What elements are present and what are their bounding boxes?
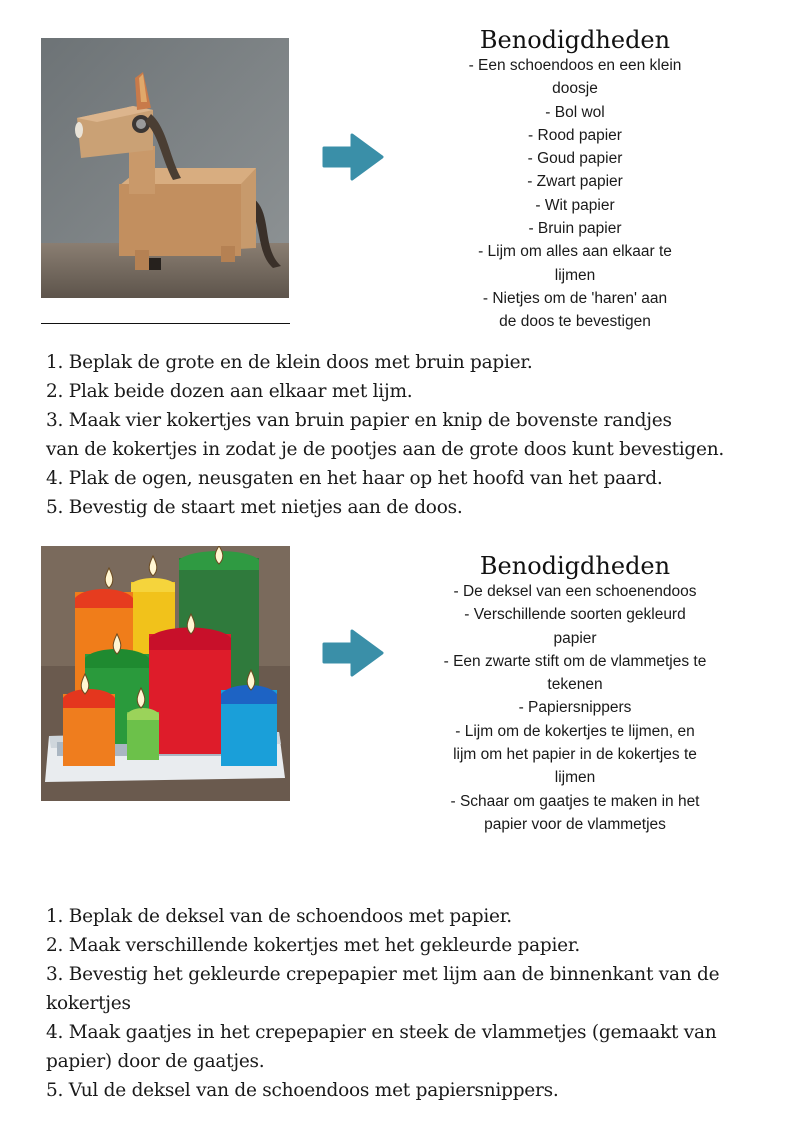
supplies-title: Benodigdheden xyxy=(479,26,671,54)
supplies-item: lijmen xyxy=(554,769,596,787)
supplies-item: - Rood papier xyxy=(528,126,622,144)
right-arrow-icon xyxy=(322,132,384,182)
supplies-item: - Een zwarte stift om de vlammetjes te xyxy=(443,652,707,670)
instruction-step: 5. Vul de deksel van de schoendoos met papiersnippers. xyxy=(46,1080,559,1101)
instruction-step: kokertjes xyxy=(46,993,131,1014)
supplies-item: - Nietjes om de 'haren' aan xyxy=(482,289,668,307)
instruction-step: 2. Plak beide dozen aan elkaar met lijm. xyxy=(46,381,413,402)
supplies-item: - Papiersnippers xyxy=(518,699,632,717)
supplies-item: - Een schoendoos en een klein xyxy=(468,57,682,74)
instructions-list-2 xyxy=(46,902,792,1105)
instruction-step: 2. Maak verschillende kokertjes met het gekleurde papier. xyxy=(46,935,581,956)
supplies-item: lijm om het papier in de kokertjes te xyxy=(453,746,697,764)
supplies-item: papier voor de vlammetjes xyxy=(484,815,666,833)
supplies-item: de doos te bevestigen xyxy=(499,313,651,331)
instruction-step: 1. Beplak de deksel van de schoendoos met papier. xyxy=(46,906,512,927)
supplies-item: lijmen xyxy=(554,266,596,284)
supplies-item: doosje xyxy=(552,80,598,98)
instruction-step: 3. Maak vier kokertjes van bruin papier en knip de bovenste randjes xyxy=(46,410,672,431)
instruction-step: van de kokertjes in zodat je de pootjes aan de grote doos kunt bevestigen. xyxy=(46,439,725,460)
supplies-item: - Schaar om gaatjes te maken in het xyxy=(450,792,700,810)
supplies-item: - Verschillende soorten gekleurd xyxy=(464,606,686,624)
instruction-step: 4. Plak de ogen, neusgaten en het haar op het hoofd van het paard. xyxy=(46,468,663,489)
supplies-item: papier xyxy=(553,629,597,647)
supplies-list-2 xyxy=(420,552,730,836)
instruction-step: papier) door de gaatjes. xyxy=(46,1051,265,1072)
right-arrow-icon xyxy=(322,628,384,678)
supplies-item: - Goud papier xyxy=(527,150,623,168)
instruction-step: 3. Bevestig het gekleurde crepepapier met lijm aan de binnenkant van de xyxy=(46,964,720,985)
supplies-list-1 xyxy=(430,26,720,334)
supplies-item: - De deksel van een schoenendoos xyxy=(453,583,697,600)
instructions-list-1 xyxy=(46,348,792,522)
supplies-item: - Bruin papier xyxy=(528,220,622,238)
instruction-step: 1. Beplak de grote en de klein doos met bruin papier. xyxy=(46,352,533,373)
horse-craft-photo xyxy=(41,38,289,298)
supplies-item: - Lijm om de kokertjes te lijmen, en xyxy=(455,722,695,740)
supplies-item: - Bol wol xyxy=(545,103,605,121)
supplies-item: - Lijm om alles aan elkaar te xyxy=(478,243,672,261)
candles-craft-photo xyxy=(41,546,290,801)
divider-line xyxy=(41,323,290,324)
supplies-item: tekenen xyxy=(547,676,603,694)
supplies-item: - Zwart papier xyxy=(527,173,623,191)
supplies-title: Benodigdheden xyxy=(479,552,671,580)
supplies-item: - Wit papier xyxy=(535,196,615,214)
instruction-step: 4. Maak gaatjes in het crepepapier en steek de vlammetjes (gemaakt van xyxy=(46,1022,717,1043)
instruction-step: 5. Bevestig de staart met nietjes aan de doos. xyxy=(46,497,463,518)
